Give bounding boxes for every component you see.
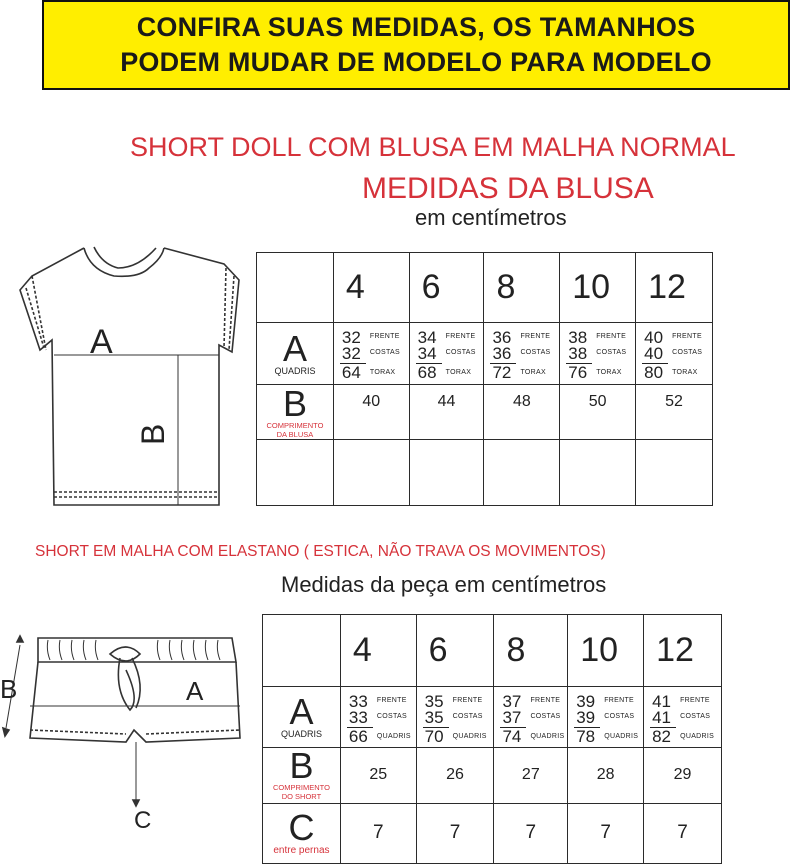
blusa-a-frente-tag: FRENTE: [596, 333, 627, 340]
short-a-frente-value: 33: [348, 692, 368, 712]
short-c-value-10: 7: [568, 803, 644, 863]
blusa-a-costas-value: 34: [417, 344, 437, 363]
blusa-a-total-tag: TORAX: [520, 369, 546, 376]
blusa-row-a-letter: A: [282, 327, 307, 369]
short-row-b-sub2: DO SHORT: [281, 792, 322, 802]
short-a-costas-value: 35: [424, 708, 444, 728]
shirt-label-b: B: [135, 423, 171, 445]
short-a-total-tag: QUADRIS: [530, 733, 565, 741]
blusa-a-frente-value: 40: [644, 328, 664, 347]
short-a-cell-10: [568, 687, 644, 747]
short-b-value-6: 26: [416, 747, 494, 803]
blusa-a-frente-value: 36: [492, 328, 512, 347]
short-a-costas-value: 33: [348, 708, 368, 728]
blusa-a-total-value: 76: [568, 363, 588, 382]
short-a-total-tag: QUADRIS: [452, 733, 487, 741]
short-c-value-8: 7: [494, 803, 568, 863]
blusa-row-a: [257, 323, 713, 385]
short-a-total-tag: QUADRIS: [376, 733, 411, 741]
short-b-value-8: 27: [494, 747, 568, 803]
blusa-product-title: SHORT DOLL COM BLUSA EM MALHA NORMAL: [130, 132, 736, 162]
short-a-costas-value: 37: [502, 708, 522, 728]
blusa-unit-note: em centímetros: [415, 205, 567, 230]
blusa-a-frente-tag: FRENTE: [520, 333, 551, 340]
blusa-empty-cell: [484, 440, 560, 506]
short-a-frente-tag: FRENTE: [530, 697, 561, 705]
shorts-label-c: C: [134, 807, 152, 834]
banner-line-1: CONFIRA SUAS MEDIDAS, OS TAMANHOS: [136, 12, 696, 42]
short-row-b-letter: B: [289, 745, 314, 787]
short-a-total-value: 70: [424, 727, 444, 747]
short-a-cell-8: [494, 687, 568, 747]
blusa-a-frente-tag: FRENTE: [445, 333, 476, 340]
short-c-value-12: 7: [644, 803, 722, 863]
short-row-c-label: [263, 803, 341, 863]
blusa-size-12: 12: [636, 253, 713, 323]
warning-banner: [42, 0, 790, 90]
blusa-b-value-10: 50: [560, 385, 636, 440]
blusa-a-costas-tag: COSTAS: [369, 349, 400, 356]
short-a-costas-value: 41: [652, 708, 672, 728]
blusa-a-costas-value: 32: [341, 344, 361, 363]
blusa-b-value-8: 48: [484, 385, 560, 440]
blusa-a-costas-tag: COSTAS: [445, 349, 476, 356]
blusa-a-total-tag: TORAX: [369, 369, 396, 376]
short-a-costas-tag: COSTAS: [530, 713, 561, 721]
blusa-empty-cell: [257, 440, 334, 506]
short-a-total-value: 66: [348, 727, 368, 747]
blusa-empty-cell: [636, 440, 713, 506]
blusa-size-table: [256, 252, 713, 506]
short-a-cell-12: [644, 687, 722, 747]
blusa-empty-cell: [560, 440, 636, 506]
shorts-diagram: [0, 630, 262, 840]
short-a-frente-tag: FRENTE: [376, 697, 407, 705]
short-a-costas-tag: COSTAS: [452, 713, 483, 721]
blusa-a-frente-tag: FRENTE: [672, 333, 702, 340]
short-row-a-label: [263, 687, 341, 747]
short-product-title: SHORT EM MALHA COM ELASTANO ( ESTICA, NÃO TRAVA OS MOVIMENTOS): [35, 543, 606, 560]
shirt-label-a: A: [90, 323, 113, 361]
blusa-a-cell-10: [560, 323, 636, 385]
short-a-total-value: 74: [502, 727, 522, 747]
short-a-total-value: 82: [652, 727, 672, 747]
blusa-b-value-4: 40: [333, 385, 409, 440]
blusa-a-total-value: 72: [492, 363, 512, 382]
blusa-row-b-label: [257, 385, 334, 440]
short-a-costas-tag: COSTAS: [376, 713, 407, 721]
blusa-a-cell-12: [636, 323, 713, 385]
short-size-header-row: [263, 615, 722, 687]
blusa-a-total-value: 64: [341, 363, 361, 382]
blusa-size-8: 8: [484, 253, 560, 323]
blusa-row-b-sub1: COMPRIMENTO: [266, 421, 324, 430]
short-row-a-letter: A: [289, 690, 314, 732]
blusa-section-title: MEDIDAS DA BLUSA: [362, 172, 654, 205]
short-a-cell-4: [340, 687, 416, 747]
blusa-a-frente-tag: FRENTE: [369, 333, 400, 340]
short-corner-cell: [263, 615, 341, 687]
blusa-a-cell-6: [409, 323, 484, 385]
short-row-b-label: [263, 747, 341, 803]
short-b-value-12: 29: [644, 747, 722, 803]
shorts-label-a: A: [186, 676, 204, 706]
short-row-a: [263, 687, 722, 747]
shirt-diagram: [14, 240, 254, 515]
blusa-row-b-letter: B: [282, 383, 307, 424]
short-row-b-sub1: COMPRIMENTO: [272, 783, 330, 793]
short-size-6: 6: [416, 615, 494, 687]
blusa-b-value-6: 44: [409, 385, 484, 440]
banner-line-2: PODEM MUDAR DE MODELO PARA MODELO: [120, 47, 712, 77]
short-row-a-sublabel: QUADRIS: [280, 728, 322, 739]
short-a-total-tag: QUADRIS: [680, 733, 715, 741]
short-a-frente-value: 35: [424, 692, 444, 712]
short-size-8: 8: [494, 615, 568, 687]
blusa-a-costas-value: 38: [568, 344, 588, 363]
blusa-a-costas-tag: COSTAS: [520, 349, 551, 356]
short-size-10: 10: [568, 615, 644, 687]
blusa-row-a-sublabel: QUADRIS: [274, 365, 316, 376]
short-a-total-tag: QUADRIS: [604, 733, 639, 741]
blusa-a-total-value: 80: [644, 363, 664, 382]
short-size-table: [262, 614, 722, 864]
blusa-a-costas-tag: COSTAS: [672, 349, 703, 356]
blusa-a-frente-value: 34: [417, 328, 437, 347]
short-size-12: 12: [644, 615, 722, 687]
blusa-a-frente-value: 38: [568, 328, 588, 347]
blusa-row-b-sub2: DA BLUSA: [276, 430, 314, 439]
short-row-c-letter: C: [288, 806, 315, 848]
blusa-row-b: [257, 385, 713, 440]
short-a-frente-tag: FRENTE: [452, 697, 483, 705]
short-unit-note: Medidas da peça em centímetros: [281, 572, 607, 597]
short-c-value-4: 7: [340, 803, 416, 863]
short-a-costas-value: 39: [576, 708, 596, 728]
blusa-size-header-row: [257, 253, 713, 323]
blusa-a-frente-value: 32: [341, 328, 361, 347]
blusa-a-total-value: 68: [417, 363, 437, 382]
blusa-a-costas-tag: COSTAS: [596, 349, 627, 356]
blusa-size-4: 4: [333, 253, 409, 323]
short-a-frente-tag: FRENTE: [604, 697, 635, 705]
blusa-b-value-12: 52: [636, 385, 713, 440]
blusa-row-a-label: [257, 323, 334, 385]
short-size-4: 4: [340, 615, 416, 687]
short-a-frente-tag: FRENTE: [680, 697, 710, 705]
blusa-empty-cell: [333, 440, 409, 506]
short-row-c-sublabel: entre pernas: [273, 844, 330, 856]
short-a-frente-value: 37: [502, 692, 522, 712]
short-row-b: [263, 747, 722, 803]
short-b-value-4: 25: [340, 747, 416, 803]
short-a-frente-value: 41: [652, 692, 672, 712]
short-a-costas-tag: COSTAS: [604, 713, 635, 721]
blusa-a-total-tag: TORAX: [596, 369, 622, 376]
short-a-costas-tag: COSTAS: [680, 713, 711, 721]
blusa-a-costas-value: 36: [492, 344, 512, 363]
short-a-cell-6: [416, 687, 494, 747]
short-a-frente-value: 39: [576, 692, 596, 712]
blusa-size-6: 6: [409, 253, 484, 323]
blusa-a-cell-4: [333, 323, 409, 385]
short-a-total-value: 78: [576, 727, 596, 747]
blusa-empty-cell: [409, 440, 484, 506]
blusa-a-total-tag: TORAX: [445, 369, 472, 376]
blusa-corner-cell: [257, 253, 334, 323]
short-b-value-10: 28: [568, 747, 644, 803]
blusa-empty-row: [257, 440, 713, 506]
blusa-a-total-tag: TORAX: [672, 369, 698, 376]
blusa-a-costas-value: 40: [644, 344, 664, 363]
blusa-a-cell-8: [484, 323, 560, 385]
short-c-value-6: 7: [416, 803, 494, 863]
short-row-c: [263, 803, 722, 863]
blusa-size-10: 10: [560, 253, 636, 323]
shorts-label-b: B: [0, 674, 18, 704]
